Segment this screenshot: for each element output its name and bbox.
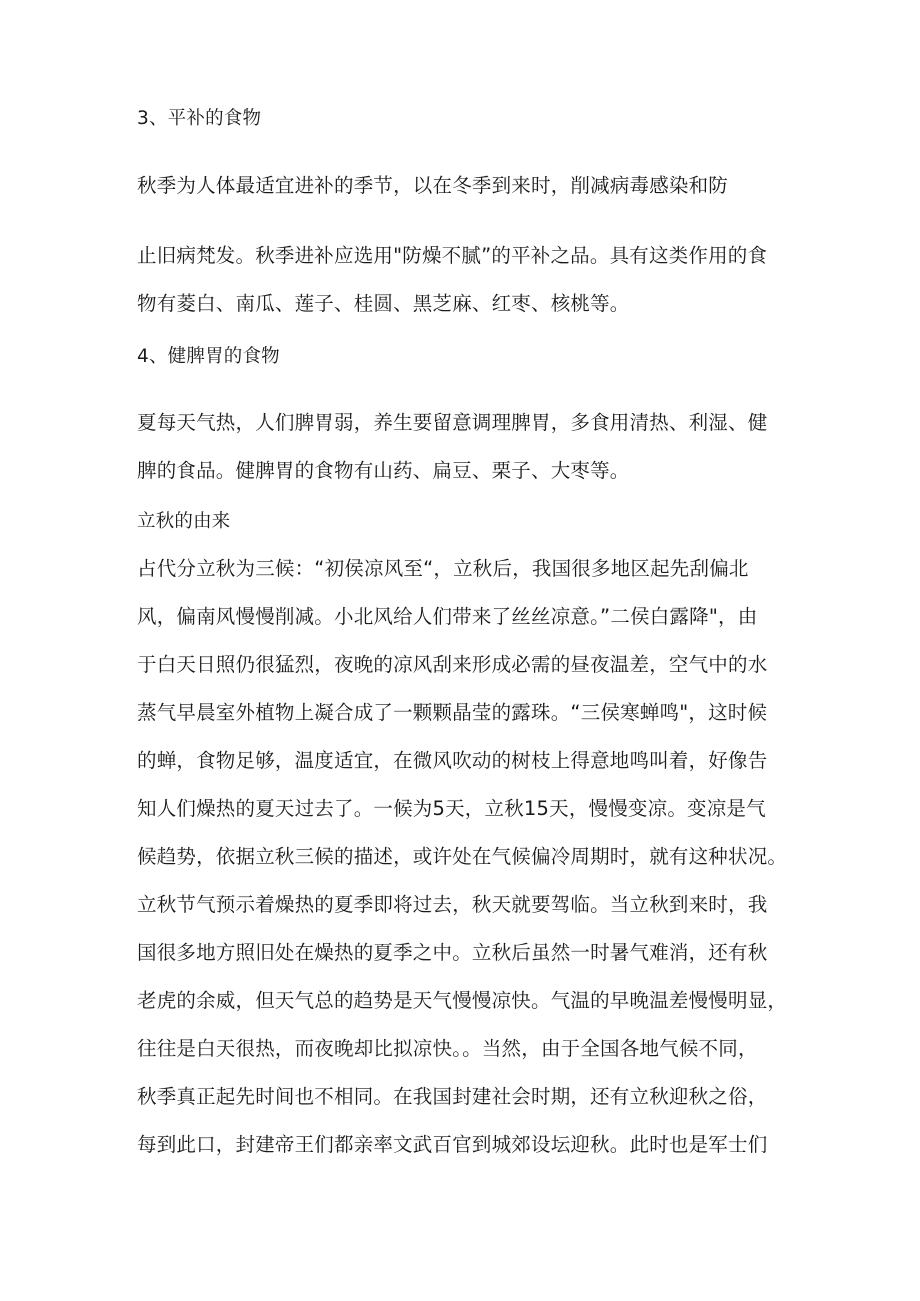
paragraph-line: 物有菱白、南瓜、莲子、桂圆、黑芝麻、红枣、核桃等。 <box>137 292 630 315</box>
origin-heading: 立秋的由来 <box>137 511 231 532</box>
paragraph-line: 秋季真正起先时间也不相同。在我国封建社会时期，还有立秋迎秋之俗， <box>137 1085 768 1108</box>
paragraph-line: 风，偏南风慢慢削减。小北风给人们带来了丝丝凉意。”二侯白露降"，由 <box>137 605 758 628</box>
paragraph-line: 知人们燥热的夏天过去了。一候为5天，立秋15天，慢慢变凉。变凉是气 <box>137 797 766 820</box>
paragraph-line: 老虎的余威，但天气总的趋势是天气慢慢凉快。气温的早晚温差慢慢明显， <box>137 989 788 1012</box>
section-3-heading: 3、平补的食物 <box>137 108 262 129</box>
paragraph-line: 占代分立秋为三候：“初侯凉风至“，立秋后，我国很多地区起先刮偏北 <box>137 557 749 580</box>
paragraph-line: 脾的食品。健脾胃的食物有山药、扁豆、栗子、大枣等。 <box>137 459 630 482</box>
paragraph-line: 立秋节气预示着燥热的夏季即将过去，秋天就要驾临。当立秋到来时，我 <box>137 893 768 916</box>
paragraph-line: 国很多地方照旧处在燥热的夏季之中。立秋后虽然一时暑气难消，还有秋 <box>137 941 768 964</box>
paragraph-line: 每到此口，封建帝王们都亲率文武百官到城郊设坛迎秋。此时也是军士们 <box>137 1133 768 1156</box>
paragraph-line: 的蝉，食物足够，温度适宜，在微风吹动的树枝上得意地鸣叫着，好像告 <box>137 749 768 772</box>
paragraph-line: 秋季为人体最适宜进补的季节，以在冬季到来时，削减病毒感染和防 <box>137 174 729 197</box>
section-4-heading: 4、健脾胃的食物 <box>137 346 280 367</box>
paragraph-line: 止旧病梵发。秋季进补应选用"防燥不腻”的平补之品。具有这类作用的食 <box>137 244 768 267</box>
paragraph-line: 夏每天气热，人们脾胃弱，养生要留意调理脾胃，多食用清热、利湿、健 <box>137 411 768 434</box>
paragraph-line: 候趋势，依据立秋三候的描述，或许处在气候偏冷周期时，就有这种状况。 <box>137 845 788 868</box>
paragraph-line: 往往是白天很热，而夜晚却比拟凉快。。当然，由于全国各地气候不同， <box>137 1037 758 1060</box>
paragraph-line: 蒸气早晨室外植物上凝合成了一颗颗晶莹的露珠。“三侯寒蝉鸣"，这时候 <box>137 701 768 724</box>
paragraph-line: 于白天日照仍很猛烈，夜晚的凉风刮来形成必需的昼夜温差，空气中的水 <box>137 653 768 676</box>
